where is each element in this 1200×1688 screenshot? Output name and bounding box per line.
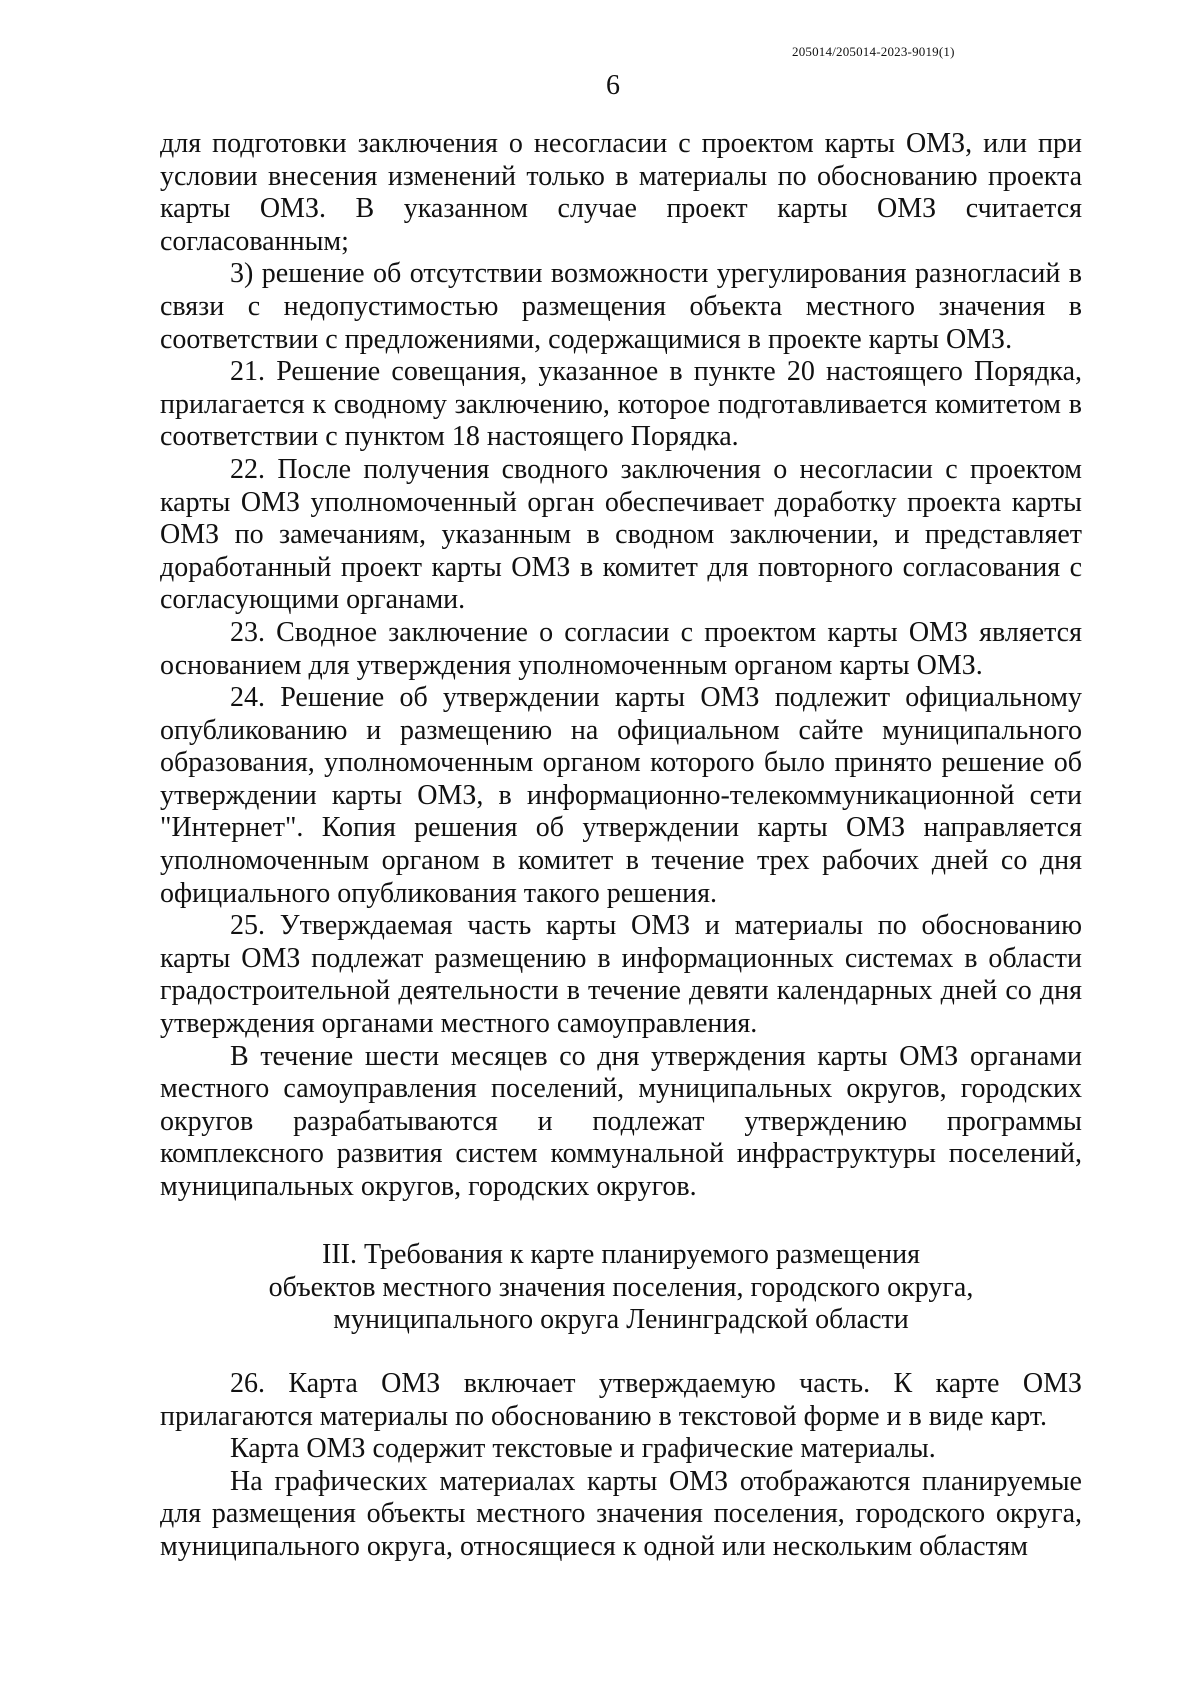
section-heading bbox=[160, 1239, 1082, 1337]
paragraph-26-graphic-materials: На графических материалах карты ОМЗ отображаются планируемые для размещения объекты местного значения поселения, городского округа, муниципального округа, относящиеся к одной или нескольким областям bbox=[160, 1465, 1082, 1562]
document-registration-number: 205014/205014-2023-9019(1) bbox=[792, 44, 955, 59]
section-heading-line: III. Требования к карте планируемого размещения bbox=[322, 1239, 920, 1270]
paragraph-26: 26. Карта ОМЗ включает утверждаемую часть. К карте ОМЗ прилагаются материалы по обоснованию в текстовой форме и в виде карт. bbox=[160, 1368, 1082, 1432]
paragraph-continuation: для подготовки заключения о несогласии с проектом карты ОМЗ, или при условии внесения изменений только в материалы по обоснованию проекта карты ОМЗ. В указанном случае проект карты ОМЗ считается согласованным; bbox=[160, 128, 1082, 257]
paragraph-22: 22. После получения сводного заключения о несогласии с проектом карты ОМЗ уполномоченный орган обеспечивает доработку проекта карты ОМЗ по замечаниям, указанным в сводном заключении, и представляет доработанный проект карты ОМЗ в комитет для повторного согласования с согласующими органами. bbox=[160, 453, 1082, 616]
section-heading-line: муниципального округа Ленинградской области bbox=[333, 1304, 909, 1336]
page-number: 6 bbox=[606, 70, 620, 101]
paragraph-21: 21. Решение совещания, указанное в пункте 20 настоящего Порядка, прилагается к сводному заключению, которое подготавливается комитетом в соответствии с пунктом 18 настоящего Порядка. bbox=[160, 356, 1082, 453]
paragraph-26-text-graphic: Карта ОМЗ содержит текстовые и графические материалы. bbox=[230, 1433, 936, 1465]
paragraph-25-continuation: В течение шести месяцев со дня утверждения карты ОМЗ органами местного самоуправления поселений, муниципальных округов, городских округов разрабатываются и подлежат утверждению программы комплексного развития систем коммунальной инфраструктуры поселений, муниципальных округов, городских округов. bbox=[160, 1040, 1082, 1202]
paragraph-25: 25. Утверждаемая часть карты ОМЗ и материалы по обоснованию карты ОМЗ подлежат размещению в информационных системах в области градостроительной деятельности в течение девяти календарных дней со дня утверждения органами местного самоуправления. bbox=[160, 910, 1082, 1040]
paragraph-24: 24. Решение об утверждении карты ОМЗ подлежит официальному опубликованию и размещению на официальном сайте муниципального образования, уполномоченным органом которого было принято решение об утверждении карты ОМЗ, в информационно-телекоммуникационной сети "Интернет". Копия решения об утверждении карты ОМЗ направляется уполномоченным органом в комитет в течение трех рабочих дней со дня официального опубликования такого решения. bbox=[160, 682, 1082, 909]
document-body bbox=[160, 128, 1082, 1204]
section-heading-line: объектов местного значения поселения, городского округа, bbox=[268, 1271, 974, 1303]
document-body-section-3 bbox=[160, 1368, 1082, 1564]
paragraph-item-3: 3) решение об отсутствии возможности урегулирования разногласий в связи с недопустимостью размещения объекта местного значения в соответствии с предложениями, содержащимися в проекте карты ОМЗ. bbox=[160, 258, 1082, 355]
paragraph-23: 23. Сводное заключение о согласии с проектом карты ОМЗ является основанием для утверждения уполномоченным органом карты ОМЗ. bbox=[160, 616, 1082, 681]
